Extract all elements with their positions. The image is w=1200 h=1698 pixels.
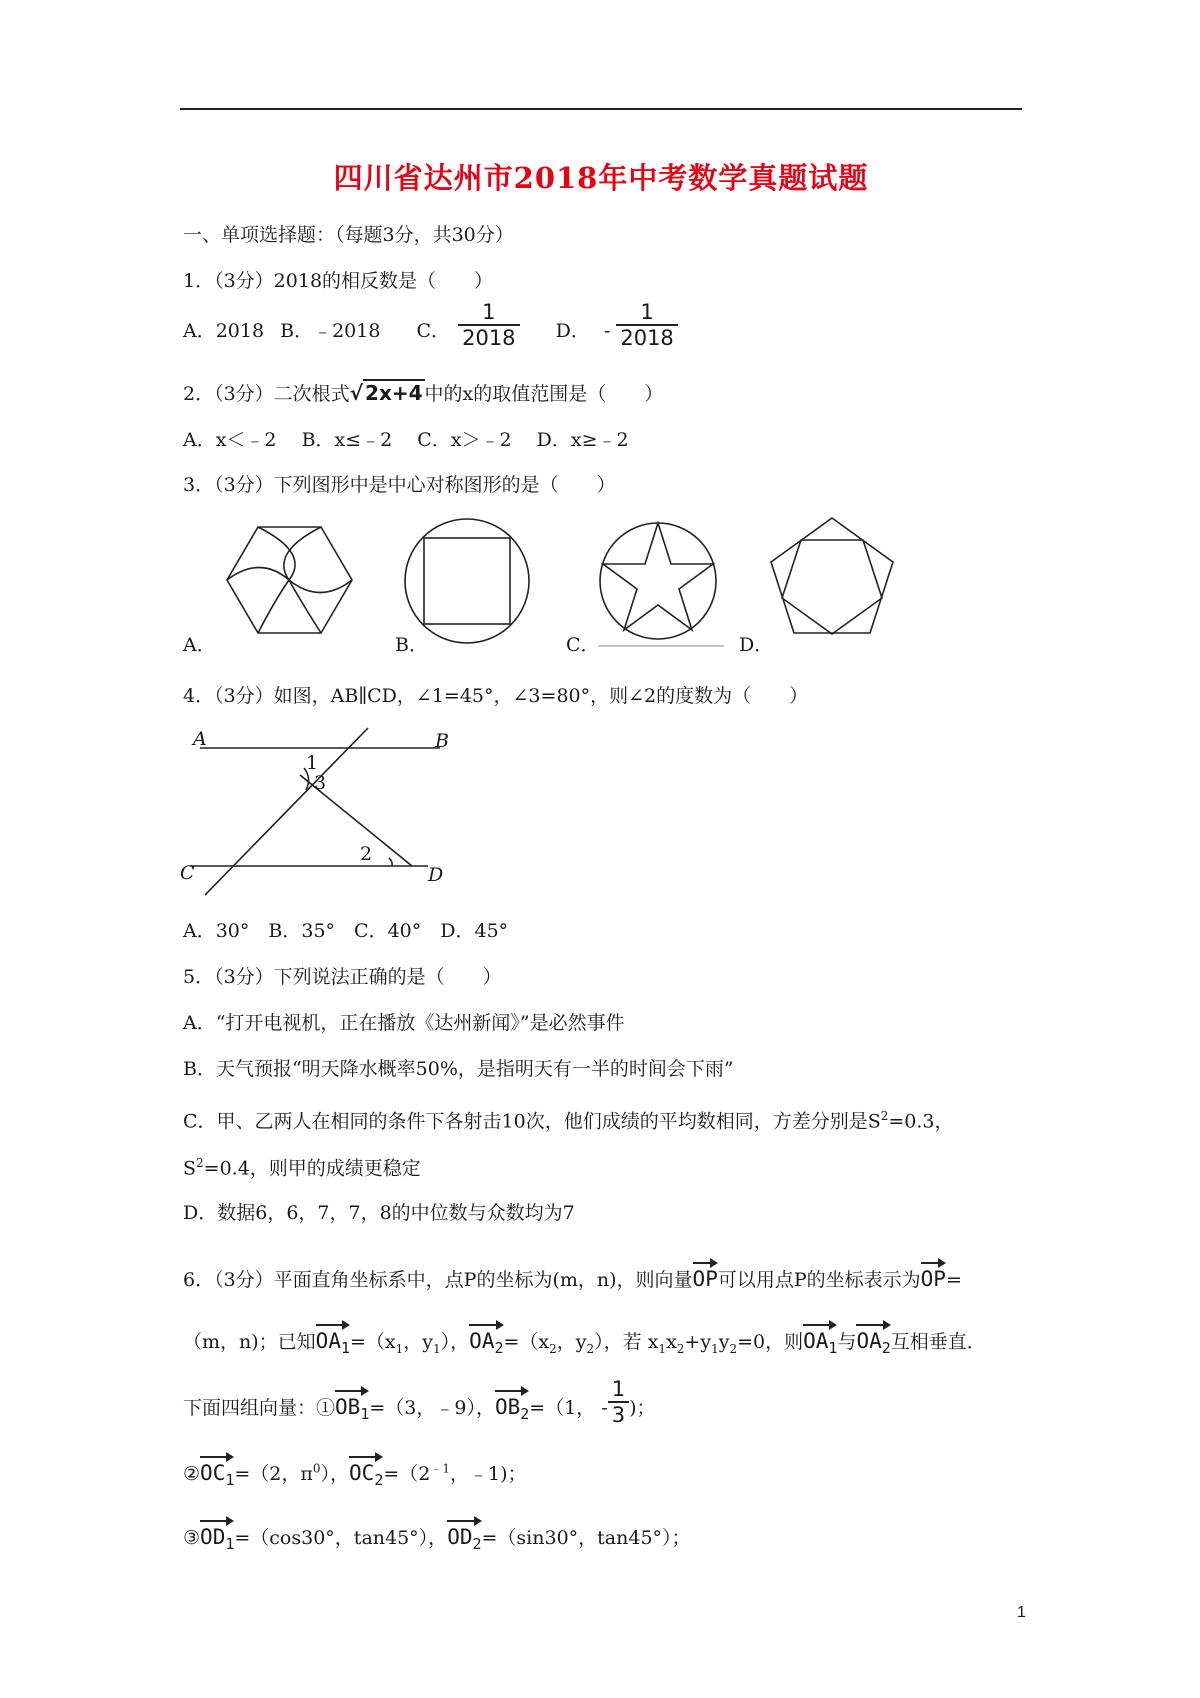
q6-text: =（3，﹣9），	[369, 1397, 495, 1419]
radicand: 2x+4	[365, 381, 423, 405]
fraction-numerator: 1	[616, 300, 677, 326]
figure-c-circle-star	[600, 523, 716, 639]
q6-text: y	[718, 1331, 730, 1353]
vector-name: OA	[856, 1329, 882, 1353]
subscript: 2	[494, 1339, 504, 1358]
subscript: 2	[729, 1341, 738, 1356]
q3-option-c-label: C．	[566, 634, 600, 656]
question-6-line2	[183, 1322, 986, 1362]
q6-text: =（2	[383, 1463, 431, 1485]
vector-ob2	[495, 1388, 529, 1427]
vector-name: OD	[447, 1525, 473, 1549]
q5-option-b: B．天气预报“明天降水概率50%，是指明天有一半的时间会下雨”	[183, 1058, 734, 1080]
q2-stem-post: 中的x的取值范围是（ ）	[424, 383, 664, 405]
point-a-label: A	[193, 728, 207, 750]
q6-text: 可以用点P的坐标表示为	[717, 1269, 921, 1291]
subscript: 2	[472, 1535, 482, 1554]
q6-text: =（2，π	[234, 1463, 313, 1485]
q1-option-d-label: D．	[555, 320, 590, 342]
vector-name: OB	[335, 1395, 361, 1419]
q2-stem-pre: 2．（3分）二次根式	[183, 383, 350, 405]
q6-text: x	[666, 1331, 677, 1353]
vector-name: OC	[200, 1461, 226, 1485]
vector-name: OA	[803, 1329, 829, 1353]
vector-name: OB	[494, 1395, 521, 1419]
q6-text: =（x	[350, 1331, 396, 1353]
vector-op: OP	[693, 1260, 718, 1292]
q3-option-a-label: A．	[183, 634, 216, 656]
q6-text: =0，则	[737, 1331, 804, 1353]
question-3-stem: 3．（3分）下列图形中是中心对称图形的是（ ）	[183, 474, 616, 496]
q6-text: )；	[629, 1397, 656, 1419]
fraction-sign: -	[601, 1397, 608, 1419]
angle-2-arc	[389, 858, 392, 866]
subscript: 2	[374, 1471, 384, 1490]
angle-1-label: 1	[306, 752, 319, 774]
vector-name: OD	[200, 1525, 226, 1549]
q6-text: +y	[684, 1331, 712, 1353]
vector-oa2	[469, 1322, 503, 1361]
subscript: 2	[676, 1341, 685, 1356]
vector-name: OC	[349, 1461, 375, 1485]
question-6-line1	[183, 1260, 962, 1293]
vector-oc1	[200, 1454, 234, 1493]
question-6-line3	[183, 1377, 656, 1427]
q5-c2-text: =0.4，则甲的成绩更稳定	[203, 1157, 421, 1180]
q6-fraction	[608, 1377, 629, 1427]
fraction-numerator: 1	[458, 300, 519, 326]
q5-option-d: D．数据6，6，7，7，8的中位数与众数均为7	[183, 1202, 575, 1224]
superscript: 2	[880, 1109, 889, 1123]
q6-text: ），若 x	[594, 1331, 659, 1353]
question-6-line5	[183, 1518, 691, 1557]
q6-text: ，y	[556, 1331, 587, 1353]
fraction-denominator: 3	[611, 1403, 626, 1427]
superscript: ﹣1	[430, 1461, 451, 1476]
subscript: 2	[549, 1341, 557, 1356]
q5-c-value: =0.3，	[888, 1110, 954, 1133]
q6-text: 互相垂直．	[890, 1331, 986, 1353]
q6-text: ），	[440, 1331, 470, 1353]
q5-option-c-line2	[183, 1150, 421, 1181]
vector-oa1	[316, 1322, 350, 1361]
transversal-line	[205, 728, 368, 895]
vector-od2	[447, 1518, 481, 1557]
subscript: 1	[225, 1535, 235, 1554]
question-1-stem: 1．（3分）2018的相反数是（ ）	[183, 270, 494, 292]
question-4-stem: 4．（3分）如图，AB∥CD，∠1=45°，∠3=80°，则∠2的度数为（ ）	[183, 685, 809, 707]
q1-option-c-label: C．	[416, 320, 451, 342]
vector-oc2	[349, 1454, 383, 1493]
vector-op: OP	[921, 1260, 946, 1292]
page-title: 四川省达州市2018年中考数学真题试题	[333, 161, 869, 195]
q6-text: =（sin30°，tan45°）；	[481, 1527, 691, 1549]
subscript: 1	[658, 1341, 667, 1356]
q6-text: =（1，	[529, 1397, 596, 1419]
figure-a-hexagon	[227, 527, 352, 633]
fraction-denominator: 2018	[462, 326, 516, 350]
circled-number: ③	[183, 1527, 201, 1549]
q5-c2-symbol: S	[183, 1157, 197, 1180]
superscript: 2	[196, 1156, 204, 1170]
subscript: 1	[340, 1339, 350, 1358]
q5-option-c-line1	[183, 1103, 954, 1134]
point-d-label: D	[428, 864, 444, 886]
fraction-denominator: 2018	[620, 326, 674, 350]
q6-text: 与	[837, 1331, 857, 1353]
vector-oa2	[856, 1322, 890, 1361]
vector-ob1	[335, 1388, 369, 1427]
q3-option-b-label: B．	[395, 634, 428, 656]
q5-c-text: C．甲、乙两人在相同的条件下各射击10次，他们成绩的平均数相同，方差分别是S	[183, 1110, 881, 1133]
question-6-line4	[183, 1454, 527, 1493]
section-heading: 一、单项选择题：（每题3分，共30分）	[183, 224, 514, 246]
q1-option-a: A．2018	[183, 320, 265, 342]
subscript: 1	[395, 1341, 404, 1356]
q6-text: （m，n)；已知	[183, 1331, 316, 1353]
subscript: 1	[828, 1339, 838, 1358]
q6-text: ，y	[403, 1331, 434, 1353]
angle-2-label: 2	[360, 843, 373, 865]
fraction-numerator: 1	[608, 1377, 629, 1403]
q6-text: =（cos30°，tan45°），	[234, 1527, 448, 1549]
q6-text: =（x	[503, 1331, 550, 1353]
question-2-options: A．x＜﹣2 B．x≤﹣2 C．x＞﹣2 D．x≥﹣2	[183, 429, 629, 451]
superscript: 0	[312, 1461, 321, 1476]
figure-d-pentagons	[771, 518, 893, 634]
point-b-label: B	[435, 730, 449, 752]
page-number: 1	[1017, 1604, 1026, 1621]
figure-b-circle-square	[405, 519, 529, 643]
radical-sign: √	[349, 381, 364, 405]
q3-option-d-label: D．	[739, 634, 774, 656]
subscript: 2	[881, 1339, 891, 1358]
q6-text: =	[945, 1269, 962, 1291]
vector-name: OA	[469, 1329, 495, 1353]
q5-option-a: A．“打开电视机，正在播放《达州新闻》”是必然事件	[183, 1012, 625, 1034]
q1-option-b: B．﹣2018	[280, 320, 381, 342]
subscript: 1	[711, 1341, 719, 1356]
subscript: 2	[520, 1405, 530, 1424]
point-c-label: C	[180, 862, 195, 884]
q6-text: ，﹣1)；	[450, 1463, 527, 1485]
q6-text: ），	[320, 1463, 350, 1485]
subscript: 1	[433, 1341, 441, 1356]
vector-od1	[200, 1518, 234, 1557]
subscript: 2	[586, 1341, 595, 1356]
question-4-options: A．30° B．35° C．40° D．45°	[183, 920, 509, 942]
subscript: 1	[360, 1405, 370, 1424]
circled-number: ②	[183, 1463, 201, 1485]
q6-text: 下面四组向量：①	[183, 1397, 336, 1419]
q1-option-d-sign: -	[603, 320, 611, 342]
angle-3-label: 3	[314, 772, 327, 794]
vector-name: OA	[315, 1329, 341, 1353]
q6-text: 6．（3分）平面直角坐标系中，点P的坐标为(m，n)，则向量	[183, 1269, 693, 1291]
vector-oa1	[803, 1322, 837, 1361]
question-5-stem: 5．（3分）下列说法正确的是（ ）	[183, 966, 502, 988]
subscript: 1	[225, 1471, 235, 1490]
